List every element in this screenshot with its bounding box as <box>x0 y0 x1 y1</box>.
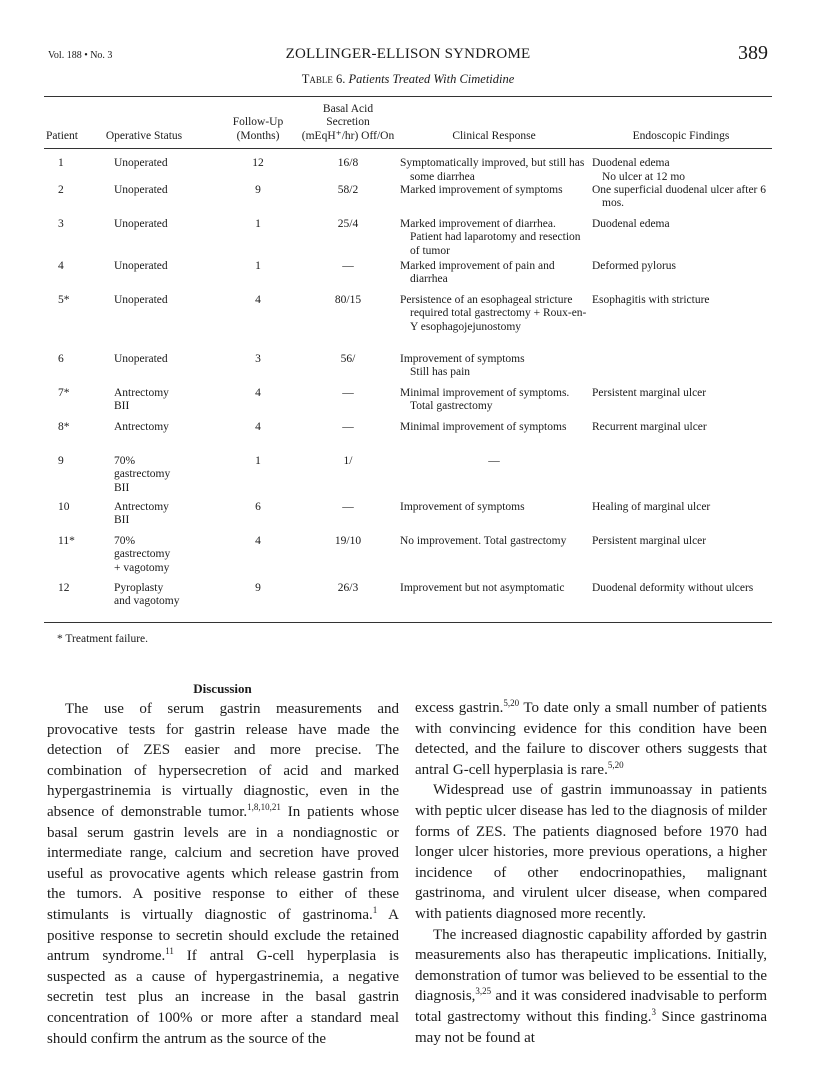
paragraph-text: Since gastrinoma may not be found at <box>415 1008 767 1046</box>
clinical-response-cell: Improvement but not asymptomatic <box>400 582 565 595</box>
operative-status-cell: Unoperated <box>114 260 168 273</box>
basal-acid-cell: 16/8 <box>337 157 359 170</box>
clinical-response-cell: Minimal improvement of symptoms. Total gastrectomy <box>400 387 570 413</box>
patient-cell: 5* <box>58 294 70 307</box>
table-row <box>44 387 772 421</box>
basal-acid-cell: 56/ <box>340 353 356 366</box>
follow-up-cell: 4 <box>255 387 261 400</box>
citation-superscript: 3 <box>651 1006 657 1017</box>
follow-up-cell: 3 <box>255 353 261 366</box>
table-title: Patients Treated With Cimetidine <box>348 72 515 86</box>
table-row <box>44 218 772 260</box>
citation-superscript: 5,20 <box>607 759 624 770</box>
header-operative-status: Operative Status <box>105 129 183 142</box>
citation-superscript: 1 <box>372 904 378 915</box>
table-row <box>44 184 772 218</box>
endoscopic-findings-cell <box>590 353 772 387</box>
operative-status-cell: Unoperated <box>114 353 168 366</box>
clinical-response-cell: No improvement. Total gastrectomy <box>400 535 567 548</box>
header-clinical-response: Clinical Response <box>452 129 536 142</box>
table-row <box>44 294 772 353</box>
endoscopic-findings-cell: Duodenal edema No ulcer at 12 mo <box>592 157 686 183</box>
table-footnote: * Treatment failure. <box>57 633 149 645</box>
clinical-response-cell: Marked improvement of symptoms <box>400 184 563 197</box>
paragraph-text: The use of serum gastrin measurements and provocative tests for gastrin release have made the detection of ZES easier and more precise. The combination of hypersecretion of acid and marked hypergastrinemia is virtually diagnostic, even in the absence of demonstrable tumor. <box>47 701 399 820</box>
basal-acid-cell: 19/10 <box>334 535 362 548</box>
page-number: 389 <box>738 42 768 64</box>
basal-acid-cell: 80/15 <box>334 294 362 307</box>
paragraph-text: A positive response to secretin should exclude the retained antrum syndrome. <box>47 906 399 965</box>
follow-up-cell: 9 <box>255 582 261 595</box>
citation-superscript: 5,20 <box>503 698 520 708</box>
paragraph <box>47 699 399 1049</box>
operative-status-cell: Unoperated <box>114 294 168 307</box>
citation-superscript: 11 <box>165 946 174 957</box>
basal-acid-cell: 58/2 <box>337 184 359 197</box>
running-title: ZOLLINGER-ELLISON SYNDROME <box>285 46 531 62</box>
basal-acid-cell: — <box>342 260 354 273</box>
header-basal-acid: Basal Acid Secretion (mEqH⁺/hr) Off/On <box>301 103 395 142</box>
paragraph-text: The increased diagnostic capability afforded by gastrin measurements also has therapeutic implications. Initially, demonstration of tumor was believed to be essential to the diagnosis, <box>415 926 767 1005</box>
operative-status-cell: Unoperated <box>114 218 168 231</box>
section-heading: Discussion <box>193 681 252 696</box>
follow-up-cell: 1 <box>255 455 261 468</box>
endoscopic-findings-cell: Duodenal edema <box>592 218 670 231</box>
follow-up-cell: 6 <box>255 501 261 514</box>
endoscopic-findings-cell <box>590 455 772 501</box>
table-row <box>44 421 772 455</box>
table-row <box>44 582 772 622</box>
patient-cell: 1 <box>58 157 64 170</box>
follow-up-cell: 1 <box>255 260 261 273</box>
patient-cell: 9 <box>58 455 64 468</box>
citation-superscript: 1,8,10,21 <box>247 801 281 812</box>
running-header <box>48 42 768 68</box>
clinical-response-cell: Marked improvement of pain and diarrhea <box>400 260 555 286</box>
basal-acid-cell: 1/ <box>343 455 353 468</box>
operative-status-cell: Unoperated <box>114 184 168 197</box>
clinical-response-cell: Marked improvement of diarrhea. Patient had laparotomy and resection of tumor <box>400 218 581 257</box>
header-patient: Patient <box>46 129 78 142</box>
table-caption <box>0 72 816 87</box>
follow-up-cell: 4 <box>255 421 261 434</box>
basal-acid-cell: — <box>342 421 354 434</box>
endoscopic-findings-cell: Deformed pylorus <box>592 260 676 273</box>
text-column-left <box>47 699 399 1049</box>
paragraph-text: Widespread use of gastrin immunoassay in patients with peptic ulcer disease has led to the diagnosis of milder forms of ZES. The patients diagnosed before 1970 had longer ulcer histories, more previous operations, a higher incidence of other endocrinopathies, malignant gastrinoma, and virulent ulcer disease, when compared with patients diagnosed more recently. <box>415 782 767 922</box>
paragraph-text: To date only a small number of patients with convincing evidence for this condition have been detected, and the failure to discover others suggests that antral G-cell hyperplasia is rare. <box>415 700 767 778</box>
endoscopic-findings-cell: Duodenal deformity without ulcers <box>592 582 754 595</box>
paragraph <box>415 780 767 924</box>
clinical-response-cell: Improvement of symptoms <box>400 501 525 514</box>
clinical-response-cell: Improvement of symptoms Still has pain <box>400 353 525 379</box>
clinical-response-cell: Minimal improvement of symptoms <box>400 421 567 434</box>
follow-up-cell: 4 <box>255 535 261 548</box>
operative-status-cell: Antrectomy BII <box>114 501 169 527</box>
endoscopic-findings-cell: One superficial duodenal ulcer after 6 mos. <box>592 184 767 210</box>
follow-up-cell: 4 <box>255 294 261 307</box>
patient-cell: 12 <box>58 582 70 595</box>
paragraph-text: excess gastrin. <box>415 700 504 716</box>
operative-status-cell: Antrectomy <box>114 421 169 434</box>
volume-label: Vol. 188 • No. 3 <box>48 50 113 61</box>
clinical-response-cell: Persistence of an esophageal stricture required total gastrectomy + Roux-en-Y esophagojejunostomy <box>400 294 587 333</box>
operative-status-cell: Antrectomy BII <box>114 387 169 413</box>
header-endoscopic-findings: Endoscopic Findings <box>632 129 730 142</box>
operative-status-cell: Pyroplasty and vagotomy <box>114 582 180 608</box>
basal-acid-cell: — <box>342 387 354 400</box>
basal-acid-cell: 25/4 <box>337 218 359 231</box>
patient-cell: 8* <box>58 421 70 434</box>
table-header-row <box>44 97 772 149</box>
operative-status-cell: 70% gastrectomy BII <box>114 455 171 494</box>
table-row <box>44 455 772 501</box>
clinical-response-cell: Symptomatically improved, but still has some diarrhea <box>400 157 585 183</box>
endoscopic-findings-cell: Persistent marginal ulcer <box>592 387 707 400</box>
text-column-right <box>415 698 767 1048</box>
table-label: Table 6. <box>301 72 346 86</box>
patient-cell: 11* <box>58 535 75 548</box>
paragraph-text: If antral G-cell hyperplasia is suspected as a cause of hypergastrinemia, a negative secretin test plus an increase in the basal gastrin concentration of 100% or more after a standard meal should confirm the antrum as the source of the <box>47 948 399 1047</box>
citation-superscript: 3,25 <box>475 986 492 997</box>
endoscopic-findings-cell: Healing of marginal ulcer <box>592 501 711 514</box>
basal-acid-cell: 26/3 <box>337 582 359 595</box>
follow-up-cell: 12 <box>252 157 264 170</box>
paragraph-text: and it was considered inadvisable to perform total gastrectomy without this finding. <box>415 988 767 1025</box>
endoscopic-findings-cell: Esophagitis with stricture <box>592 294 710 307</box>
patient-cell: 2 <box>58 184 64 197</box>
basal-acid-cell: — <box>342 501 354 514</box>
clinical-response-cell: — <box>488 455 500 468</box>
header-follow-up: Follow-Up (Months) <box>232 116 284 142</box>
follow-up-cell: 1 <box>255 218 261 231</box>
table-row <box>44 535 772 582</box>
patient-cell: 7* <box>58 387 70 400</box>
patient-cell: 3 <box>58 218 64 231</box>
paragraph <box>415 698 767 780</box>
paragraph-text: In patients whose basal serum gastrin levels are in a nondiagnostic or intermediate range, calcium and secretion have proved useful as provocative agents which release gastrin from the tumors. A positive response to either of these stimulants is virtually diagnostic of gastrinoma. <box>47 803 400 923</box>
operative-status-cell: 70% gastrectomy + vagotomy <box>114 535 171 574</box>
patient-cell: 4 <box>58 260 64 273</box>
patient-cell: 6 <box>58 353 64 366</box>
operative-status-cell: Unoperated <box>114 157 168 170</box>
follow-up-cell: 9 <box>255 184 261 197</box>
table-row <box>44 501 772 535</box>
patients-table <box>44 96 772 623</box>
endoscopic-findings-cell: Recurrent marginal ulcer <box>592 421 707 434</box>
table-row <box>44 353 772 387</box>
table-row <box>44 149 772 184</box>
endoscopic-findings-cell: Persistent marginal ulcer <box>592 535 707 548</box>
paragraph <box>415 925 767 1049</box>
patient-cell: 10 <box>58 501 70 514</box>
table-row <box>44 260 772 294</box>
